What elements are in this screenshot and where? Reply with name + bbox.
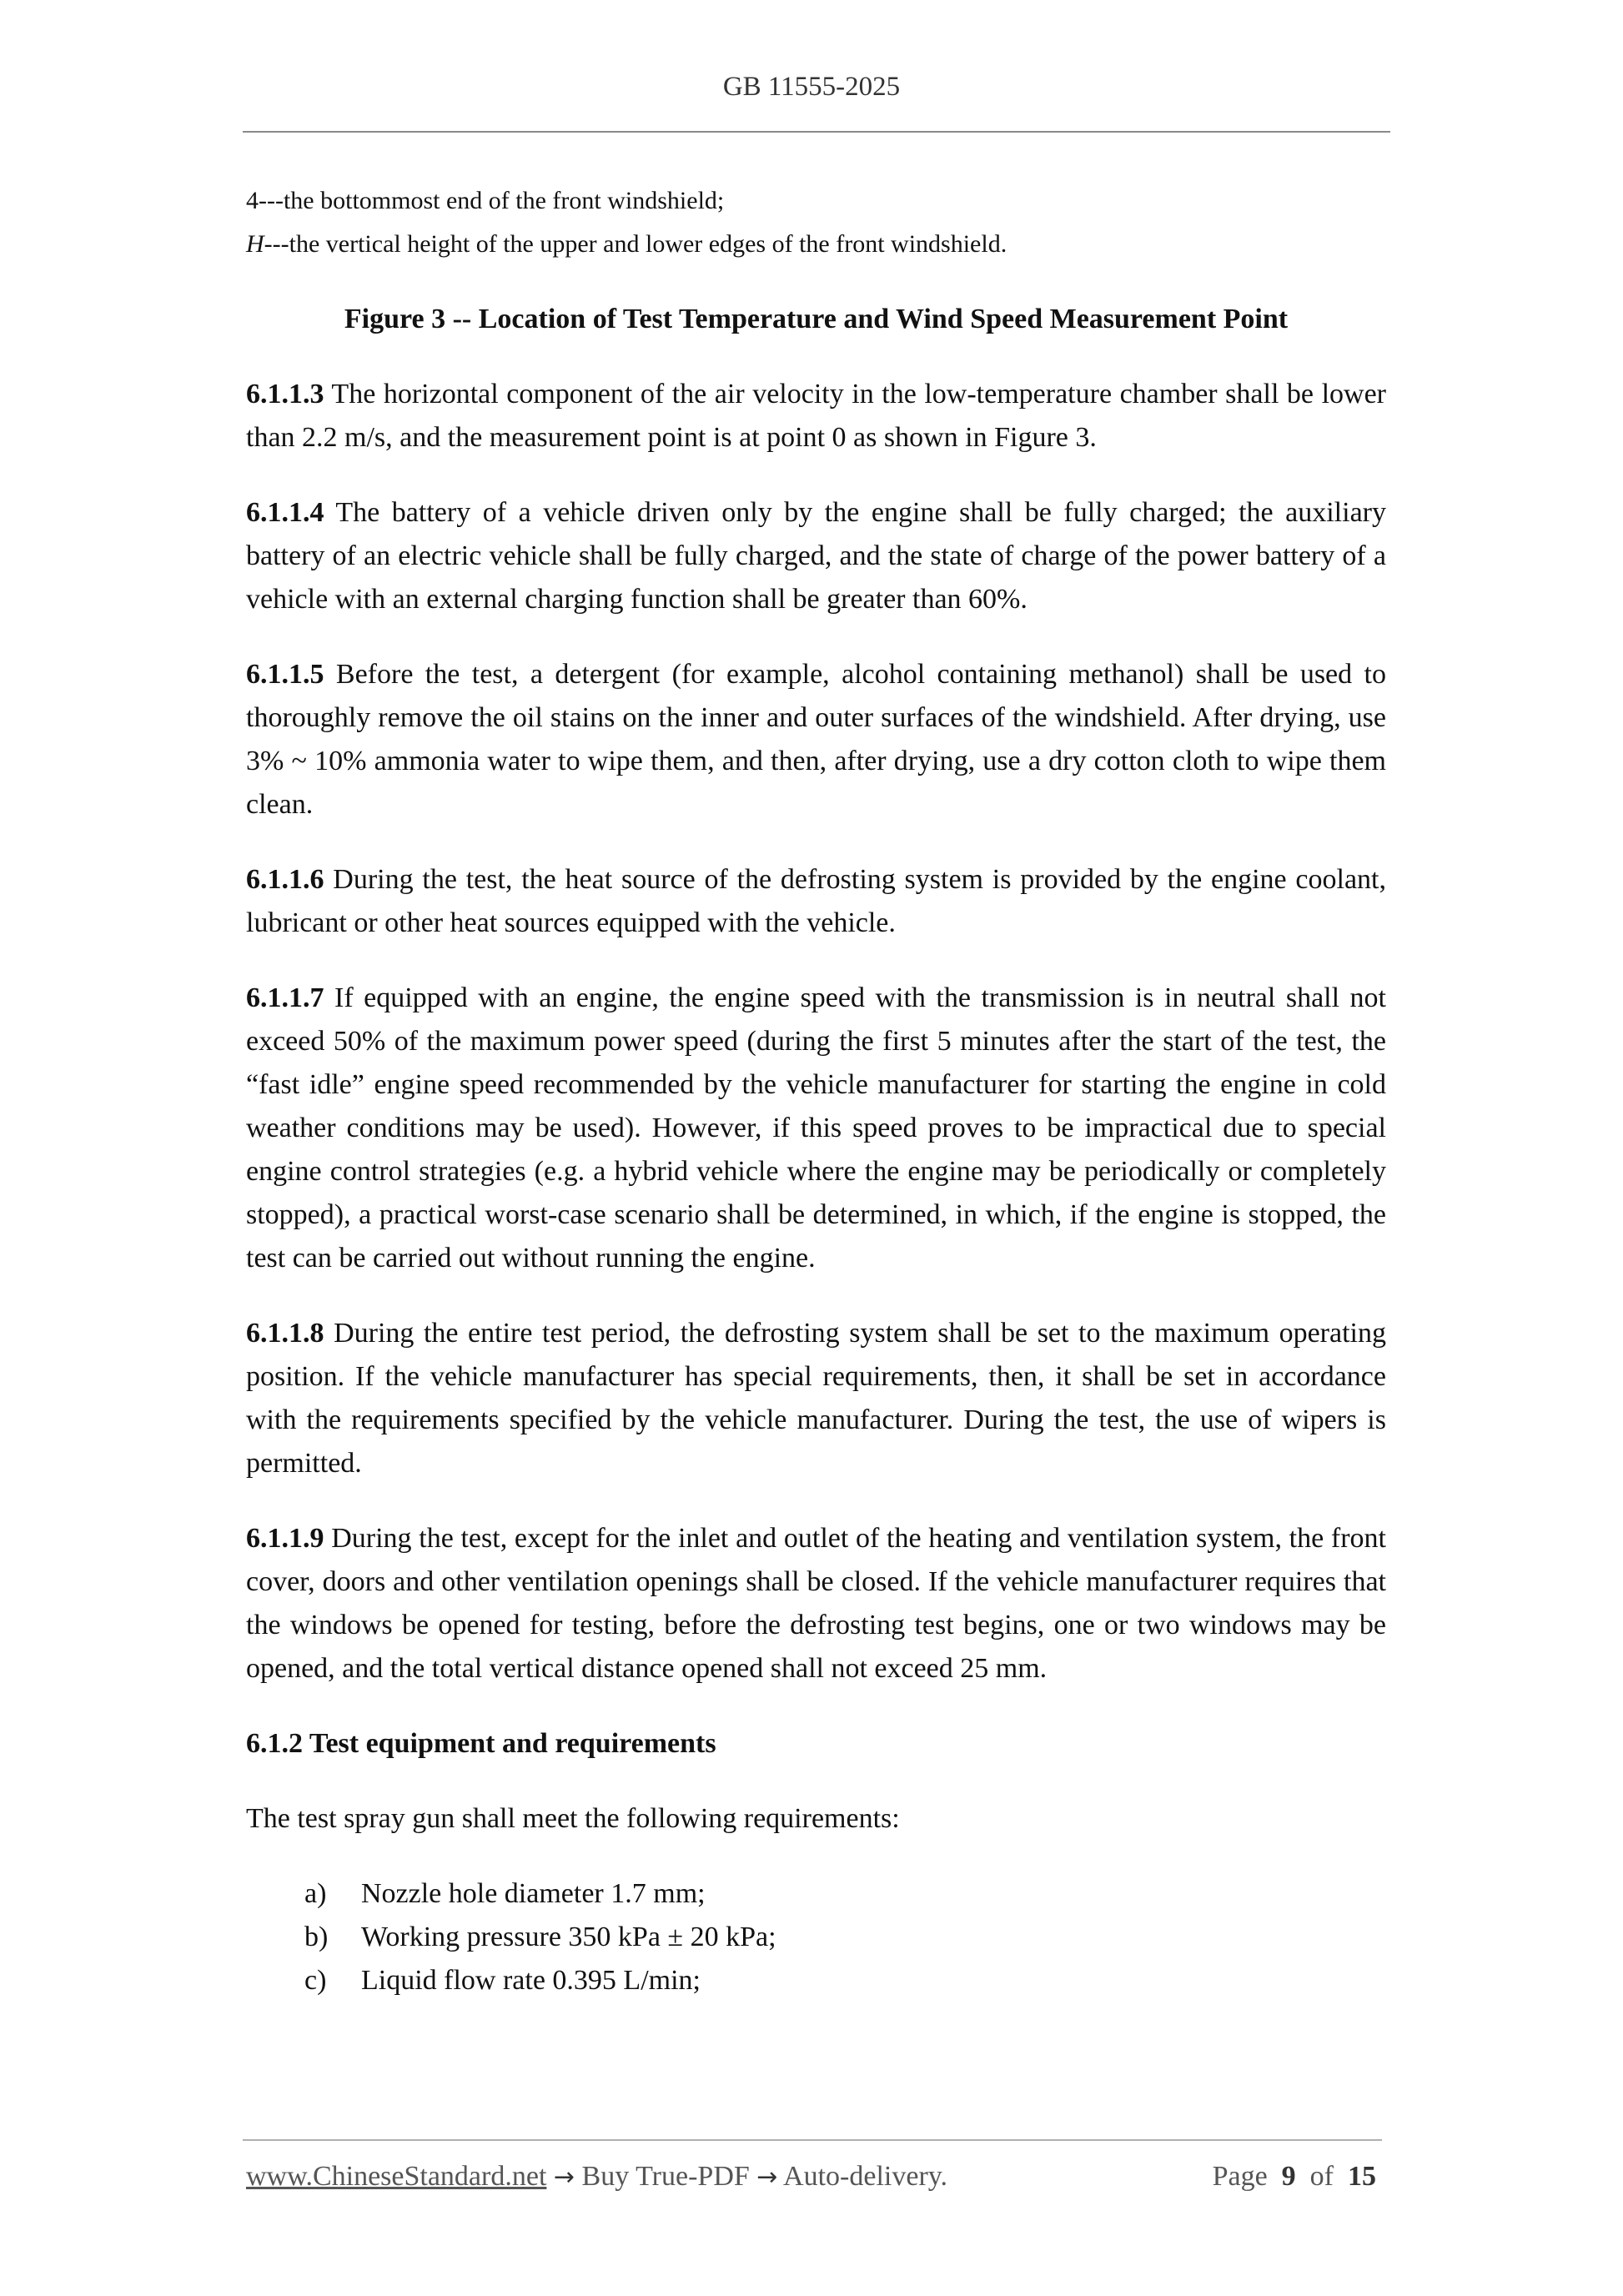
- section-heading: 6.1.2 Test equipment and requirements: [246, 1728, 716, 1759]
- legend-item-4: 4---the bottommost end of the front windshield;: [246, 187, 725, 214]
- list-item-text: Nozzle hole diameter 1.7 mm;: [361, 1878, 706, 1909]
- document-code: GB 11555-2025: [722, 72, 901, 102]
- legend-h-text: ---the vertical height of the upper and lower edges of the front windshield.: [264, 230, 1007, 258]
- clause-6-1-1-3: [246, 373, 1386, 460]
- clause-number: 6.1.1.5: [246, 659, 324, 690]
- clause-text: The horizontal component of the air velocity in the low-temperature chamber shall be lower than 2.2 m/s, and the measurement point is at point 0 as shown in Figure 3.: [246, 379, 1386, 453]
- clause-text: The battery of a vehicle driven only by the engine shall be fully charged; the auxiliary battery of an electric vehicle shall be fully charged, and the state of charge of the power battery of a vehicle with an external charging function shall be greater than 60%.: [246, 497, 1386, 615]
- clause-text: If equipped with an engine, the engine speed with the transmission is in neutral shall not exceed 50% of the maximum power speed (during the first 5 minutes after the start of the test, the “fast idle” engine speed recommended by the vehicle manufacturer for starting the engine in cold weather conditions may be used). However, if this speed proves to be impractical due to special engine control strategies (e.g. a hybrid vehicle where the engine may be periodically or completely stopped), a practical worst-case scenario shall be determined, in which, if the engine is stopped, the test can be carried out without running the engine.: [246, 982, 1386, 1274]
- page-header: [0, 72, 1623, 103]
- clause-number: 6.1.1.7: [246, 982, 324, 1013]
- header-divider: [243, 131, 1390, 133]
- list-item: [304, 1872, 1386, 1916]
- clause-6-1-1-5: [246, 653, 1386, 826]
- clause-number: 6.1.1.3: [246, 379, 324, 409]
- list-item: [304, 1916, 1386, 1959]
- clause-number: 6.1.1.6: [246, 864, 324, 895]
- arrow-right-icon: →: [553, 2163, 575, 2192]
- clause-6-1-1-6: [246, 858, 1386, 945]
- clause-number: 6.1.1.4: [246, 497, 324, 528]
- footer-divider: [243, 2139, 1382, 2141]
- legend-item-h: [246, 223, 1386, 266]
- clause-number: 6.1.1.8: [246, 1318, 324, 1349]
- clause-text: During the entire test period, the defrosting system shall be set to the maximum operating position. If the vehicle manufacturer has special requirements, then, it shall be set in accordance with the requirements specified by the vehicle manufacturer. During the test, the use of wipers is permitted.: [246, 1318, 1386, 1479]
- list-marker: b): [304, 1922, 329, 1952]
- page-indicator: [1213, 2161, 1376, 2193]
- list-item-text: Working pressure 350 kPa ± 20 kPa;: [361, 1922, 776, 1952]
- clause-text: During the test, the heat source of the defrosting system is provided by the engine coolant, lubricant or other heat sources equipped with the vehicle.: [246, 864, 1386, 938]
- figure-caption: Figure 3 -- Location of Test Temperature and Wind Speed Measurement Point: [344, 304, 1289, 334]
- page-footer: [246, 2161, 1380, 2193]
- legend-h-symbol: H: [246, 230, 264, 258]
- page-word: Page: [1212, 2161, 1268, 2192]
- arrow-right-icon: →: [756, 2163, 778, 2192]
- list-marker: a): [304, 1878, 327, 1909]
- section-intro: The test spray gun shall meet the following requirements:: [246, 1803, 900, 1834]
- list-marker: c): [304, 1965, 327, 1996]
- clause-text: During the test, except for the inlet and outlet of the heating and ventilation system, the front cover, doors and other ventilation openings shall be closed. If the vehicle manufacturer requires that the windows be opened for testing, before the defrosting test begins, one or two windows may be opened, and the total vertical distance opened shall not exceed 25 mm.: [246, 1523, 1386, 1684]
- clause-6-1-1-9: [246, 1517, 1386, 1691]
- page-body: [246, 179, 1386, 2002]
- clause-number: 6.1.1.9: [246, 1523, 324, 1554]
- auto-delivery-text: Auto-delivery.: [783, 2161, 948, 2192]
- clause-6-1-1-4: [246, 491, 1386, 621]
- clause-text: Before the test, a detergent (for example, alcohol containing methanol) shall be used to thoroughly remove the oil stains on the inner and outer surfaces of the windshield. After drying, use 3% ~ 10% ammonia water to wipe them, and then, after drying, use a dry cotton cloth to wipe them clean.: [246, 659, 1386, 820]
- list-item: [304, 1959, 1386, 2002]
- clause-6-1-1-8: [246, 1312, 1386, 1485]
- of-word: of: [1309, 2161, 1334, 2192]
- buy-pdf-link[interactable]: Buy True-PDF: [581, 2161, 750, 2192]
- site-link[interactable]: www.ChineseStandard.net: [246, 2161, 547, 2192]
- page-total: 15: [1348, 2161, 1376, 2192]
- requirements-list: [246, 1872, 1386, 2002]
- list-item-text: Liquid flow rate 0.395 L/min;: [361, 1965, 701, 1996]
- clause-6-1-1-7: [246, 977, 1386, 1280]
- page-number: 9: [1281, 2161, 1296, 2192]
